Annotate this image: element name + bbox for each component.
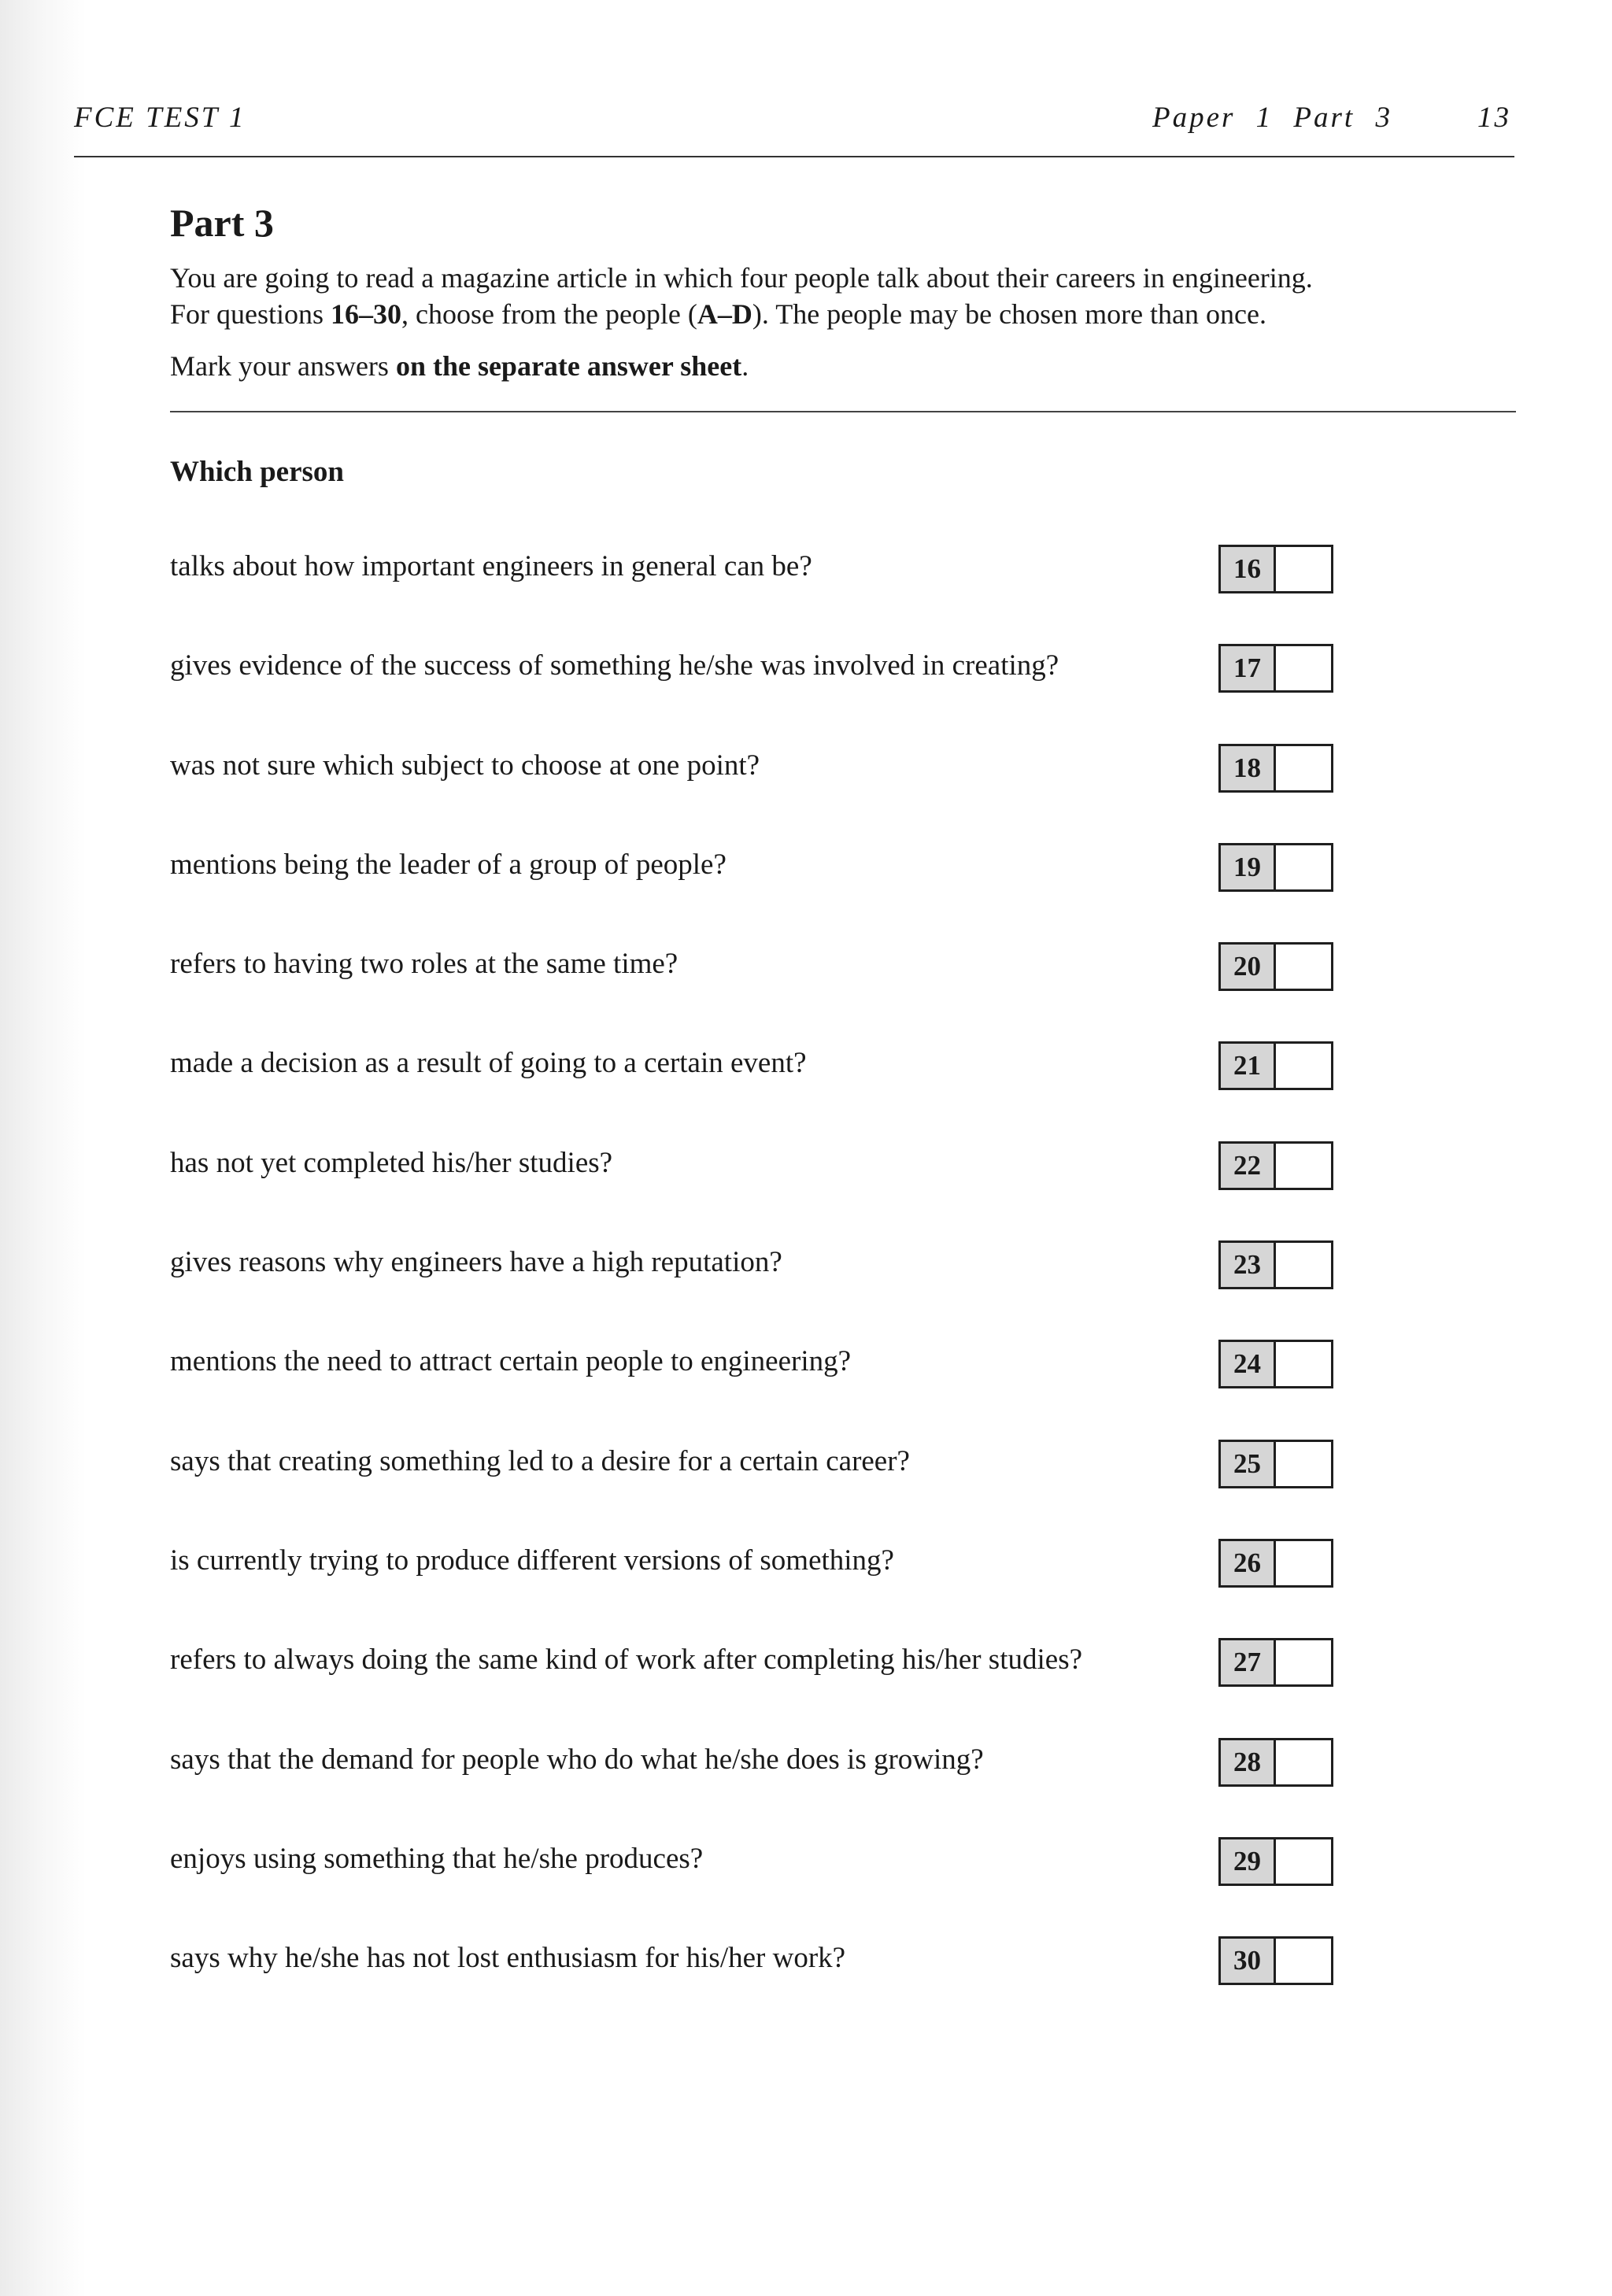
instructions-divider [170, 411, 1516, 412]
answer-box [1218, 942, 1333, 991]
question-row [170, 1141, 1351, 1240]
question-text: mentions being the leader of a group of people? [170, 848, 727, 881]
instructions-line-2 [170, 296, 1524, 332]
question-text: says why he/she has not lost enthusiasm for his/her work? [170, 1942, 846, 1975]
question-text: has not yet completed his/her studies? [170, 1146, 613, 1179]
people-letters: A–D [697, 298, 752, 330]
question-text: says that creating something led to a desire for a certain career? [170, 1444, 910, 1477]
question-row [170, 1638, 1351, 1737]
answer-box [1218, 1638, 1333, 1687]
answer-box [1218, 644, 1333, 693]
running-head [74, 101, 1511, 148]
answer-field[interactable] [1276, 1243, 1331, 1287]
question-row [170, 1041, 1351, 1141]
question-number: 18 [1221, 746, 1276, 790]
question-number: 19 [1221, 845, 1276, 889]
answer-field[interactable] [1276, 1939, 1331, 1983]
answer-box [1218, 1837, 1333, 1886]
question-text: says that the demand for people who do what he/she does is growing? [170, 1743, 984, 1776]
answer-box [1218, 1141, 1333, 1190]
question-number: 26 [1221, 1541, 1276, 1585]
question-text: refers to having two roles at the same time? [170, 948, 678, 981]
question-row [170, 545, 1351, 644]
question-row [170, 1240, 1351, 1340]
question-row [170, 843, 1351, 942]
answer-field[interactable] [1276, 845, 1331, 889]
part-heading: Part 3 [170, 201, 274, 245]
question-number: 27 [1221, 1640, 1276, 1684]
answer-field[interactable] [1276, 1839, 1331, 1884]
question-row [170, 1936, 1351, 2035]
instructions-text: ). The people may be chosen more than once. [752, 298, 1266, 330]
answer-field[interactable] [1276, 746, 1331, 790]
answer-box [1218, 1539, 1333, 1588]
answer-box [1218, 1738, 1333, 1787]
instructions-text: For questions [170, 298, 331, 330]
question-stem: Which person [170, 456, 345, 488]
question-text: gives evidence of the success of something he/she was involved in creating? [170, 649, 1059, 682]
question-text: enjoys using something that he/she produces? [170, 1842, 704, 1875]
answer-field[interactable] [1276, 1342, 1331, 1386]
instructions-text: , choose from the people ( [401, 298, 697, 330]
answer-sheet-note [170, 348, 1524, 384]
instructions-text: Mark your answers [170, 350, 396, 382]
test-title: FCE TEST 1 [74, 102, 246, 134]
answer-field[interactable] [1276, 1640, 1331, 1684]
question-row [170, 744, 1351, 843]
question-row [170, 1340, 1351, 1439]
answer-field[interactable] [1276, 945, 1331, 989]
question-number: 22 [1221, 1144, 1276, 1188]
answer-sheet-emphasis: on the separate answer sheet [395, 350, 742, 382]
question-number: 17 [1221, 646, 1276, 690]
answer-field[interactable] [1276, 547, 1331, 591]
question-number: 21 [1221, 1044, 1276, 1088]
question-text: was not sure which subject to choose at one point? [170, 749, 760, 782]
answer-box [1218, 843, 1333, 892]
question-number: 30 [1221, 1939, 1276, 1983]
question-number: 16 [1221, 547, 1276, 591]
answer-field[interactable] [1276, 1144, 1331, 1188]
question-text: is currently trying to produce different versions of something? [170, 1544, 894, 1577]
answer-field[interactable] [1276, 646, 1331, 690]
answer-box [1218, 1340, 1333, 1388]
question-number: 29 [1221, 1839, 1276, 1884]
answer-box [1218, 1440, 1333, 1488]
scan-shadow [0, 0, 87, 2296]
answer-box [1218, 1936, 1333, 1985]
question-row [170, 942, 1351, 1041]
answer-field[interactable] [1276, 1442, 1331, 1486]
header-divider [74, 156, 1514, 157]
instructions-text: . [741, 350, 749, 382]
question-row [170, 1539, 1351, 1638]
instructions-line-1: You are going to read a magazine article in which four people talk about their careers in engineering. [170, 262, 1313, 294]
question-text: refers to always doing the same kind of work after completing his/her studies? [170, 1643, 1083, 1677]
question-text: talks about how important engineers in general can be? [170, 550, 812, 582]
question-row [170, 1440, 1351, 1539]
answer-field[interactable] [1276, 1740, 1331, 1784]
question-text: gives reasons why engineers have a high reputation? [170, 1246, 782, 1279]
question-number: 20 [1221, 945, 1276, 989]
page-number: 13 [1477, 102, 1511, 134]
question-row [170, 1837, 1351, 1936]
question-text: mentions the need to attract certain people to engineering? [170, 1345, 852, 1378]
question-number: 28 [1221, 1740, 1276, 1784]
question-row [170, 644, 1351, 743]
question-number: 25 [1221, 1442, 1276, 1486]
answer-box [1218, 744, 1333, 793]
question-list [170, 545, 1351, 2035]
answer-box [1218, 1240, 1333, 1289]
answer-box [1218, 1041, 1333, 1090]
question-row [170, 1738, 1351, 1837]
paper-part-label: Paper 1 Part 3 [1152, 102, 1392, 134]
answer-field[interactable] [1276, 1044, 1331, 1088]
answer-box [1218, 545, 1333, 593]
question-text: made a decision as a result of going to a certain event? [170, 1047, 807, 1080]
answer-field[interactable] [1276, 1541, 1331, 1585]
instructions [170, 260, 1524, 384]
question-number: 24 [1221, 1342, 1276, 1386]
question-number: 23 [1221, 1243, 1276, 1287]
question-range: 16–30 [331, 298, 402, 330]
